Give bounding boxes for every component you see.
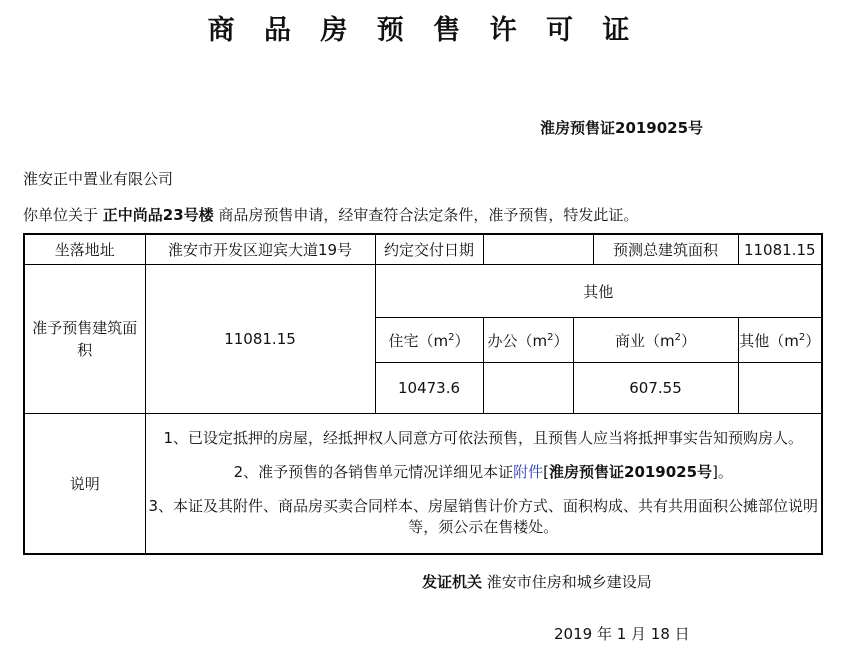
issuing-authority [422,571,652,592]
permit-table [23,233,823,555]
commercial-sup: 2 [674,331,681,343]
other-header: 其他 [375,265,822,318]
project-name: 正中尚品23号楼 [102,206,214,224]
note-2-bracket-open: [ [543,463,549,482]
other-area-close: ） [805,331,821,350]
issue-date: 2019 年 1 月 18 日 [554,625,690,643]
commercial-label: 商业（m [614,331,675,350]
attachment-link[interactable]: 附件 [513,463,544,482]
note-1: 1、已设定抵押的房屋，经抵押权人同意方可依法预售，且预售人应当将抵押事实告知预购房人。 [163,429,804,448]
office-sup: 2 [547,331,554,343]
note-3: 3、本证及其附件、商品房买卖合同样本、房屋销售计价方式、面积构成、共有共用面积公摊部位说明等，须公示在售楼处。 [148,497,819,537]
location-label: 坐落地址 [24,234,145,265]
other-area-sup: 2 [798,331,806,343]
note-2-bracket-close: ]。 [712,463,733,482]
intro-suffix: 商品房预售申请，经审查符合法定条件，准予预售，特发此证。 [213,206,639,224]
certificate-number: 淮房预售证2019025号 [540,119,704,137]
company-name: 淮安正中置业有限公司 [23,170,174,188]
intro-sentence [23,204,638,225]
office-value [483,363,573,414]
delivery-date-label: 约定交付日期 [375,234,483,265]
delivery-date-value [483,234,593,265]
notes-label: 说明 [24,414,145,554]
total-area-value: 11081.15 [738,234,822,265]
issuer-label: 发证机关 [422,573,483,591]
total-area-label: 预测总建筑面积 [593,234,738,265]
other-area-label: 其他（m [739,331,799,350]
note-2-cert-no: 淮房预售证2019025号 [549,463,713,482]
office-close: ） [553,331,569,350]
residential-value: 10473.6 [375,363,483,414]
residential-sup: 2 [448,331,455,343]
intro-prefix: 你单位关于 [23,206,103,224]
issuer-value: 淮安市住房和城乡建设局 [482,573,652,591]
presale-area-value: 11081.15 [145,265,375,414]
commercial-header [573,318,738,363]
location-value: 淮安市开发区迎宾大道19号 [145,234,375,265]
residential-header [375,318,483,363]
commercial-value: 607.55 [573,363,738,414]
residential-close: ） [454,331,470,350]
other-area-value [738,363,822,414]
other-area-header [738,318,822,363]
notes-cell [145,414,822,554]
presale-area-label: 准予预售建筑面积 [24,265,145,414]
office-label: 办公（m [487,331,548,350]
office-header [483,318,573,363]
note-2-text: 2、准予预售的各销售单元情况详细见本证 [233,463,514,482]
residential-label: 住宅（m [388,331,449,350]
note-2 [146,462,822,483]
page-title: 商 品 房 预 售 许 可 证 [207,15,640,46]
commercial-close: ） [680,331,696,350]
